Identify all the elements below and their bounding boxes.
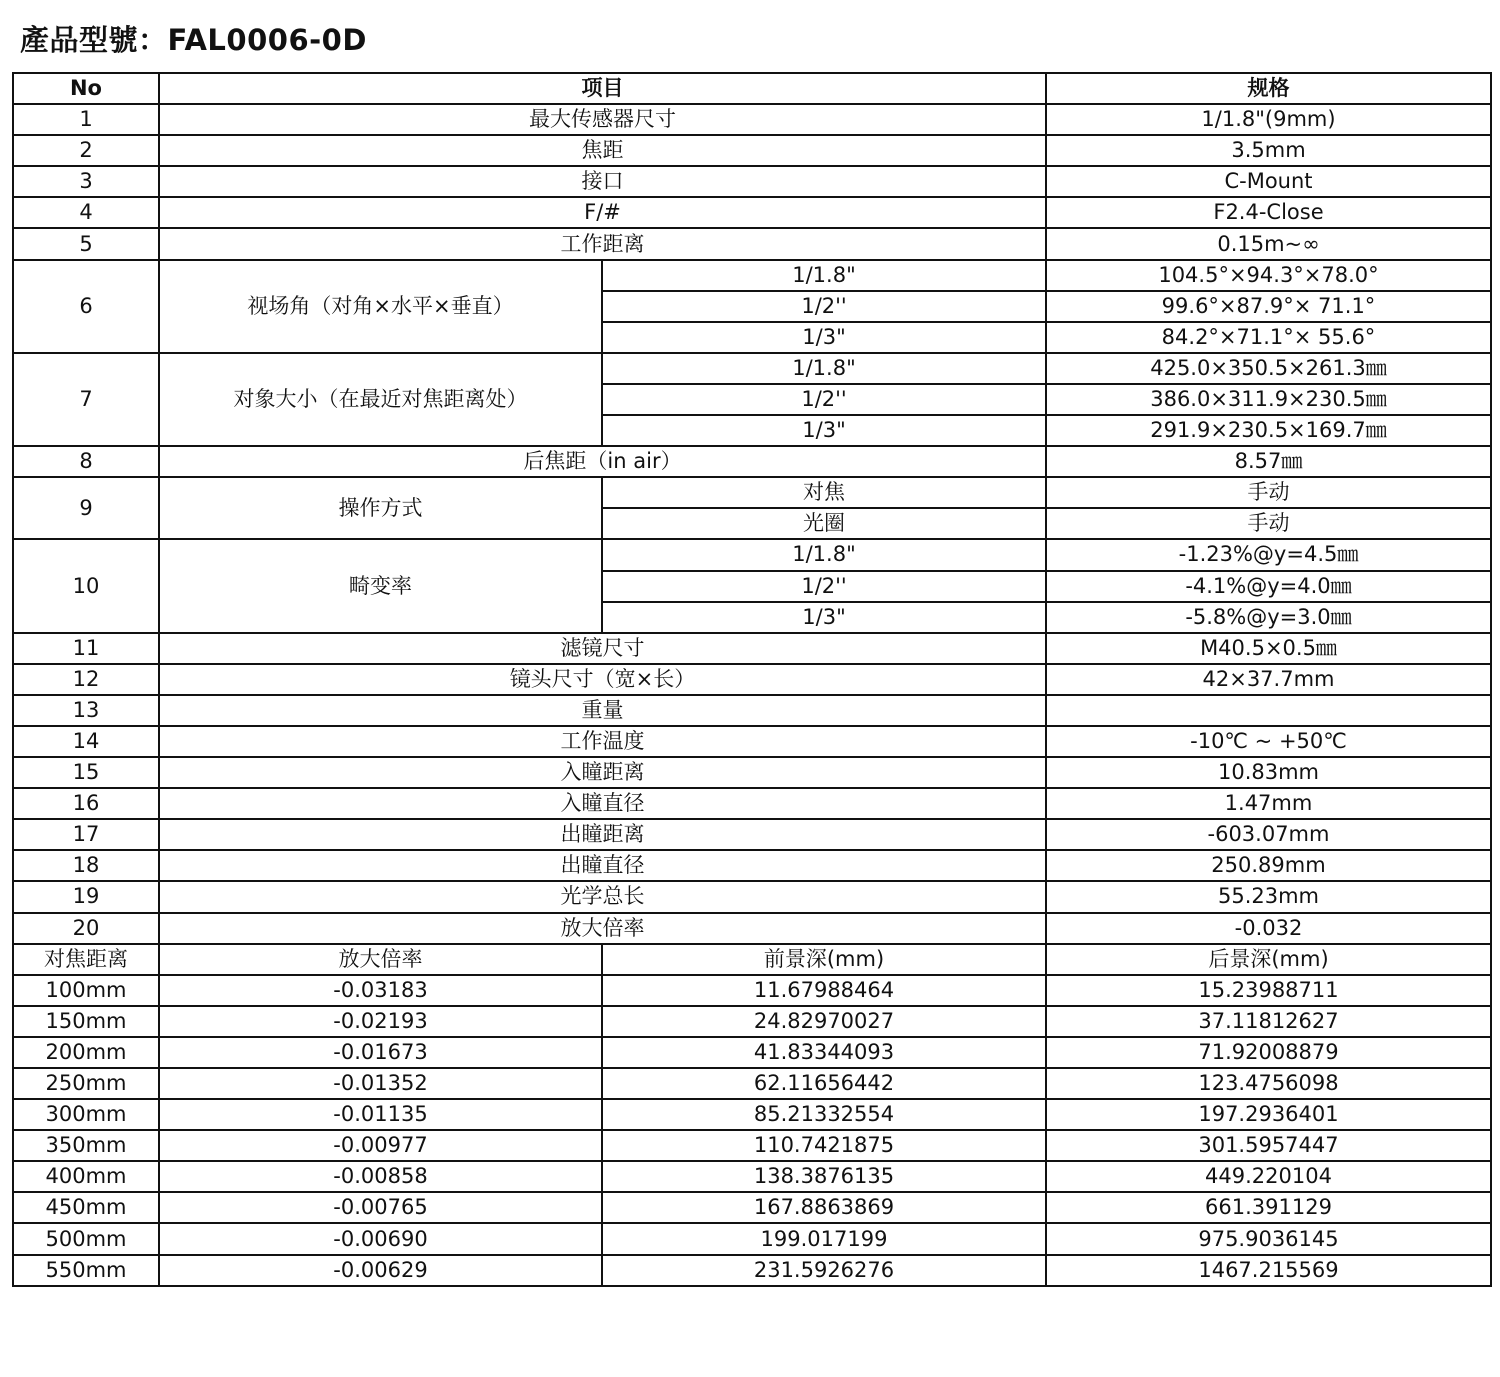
dof-row [13,1068,1491,1099]
dof-row [13,1161,1491,1192]
row-no: 4 [13,197,159,228]
table-row [13,850,1491,881]
row-spec: 8.57㎜ [1046,446,1491,477]
row-spec: 1.47mm [1046,788,1491,819]
dof-cell: 24.82970027 [602,1006,1046,1037]
row-no: 20 [13,913,159,944]
table-row [13,197,1491,228]
row-spec: 84.2°×71.1°× 55.6° [1046,322,1491,353]
dof-cell: -0.00858 [159,1161,602,1192]
dof-cell: 300mm [13,1099,159,1130]
row-spec: -5.8%@y=3.0㎜ [1046,602,1491,633]
table-row [13,166,1491,197]
row-no: 12 [13,664,159,695]
dof-cell: -0.02193 [159,1006,602,1037]
table-header-row [13,73,1491,104]
row-spec: F2.4-Close [1046,197,1491,228]
row-spec: 386.0×311.9×230.5㎜ [1046,384,1491,415]
row-spec: 291.9×230.5×169.7㎜ [1046,415,1491,446]
dof-cell: 550mm [13,1255,159,1286]
dof-cell: 197.2936401 [1046,1099,1491,1130]
row-spec: 手动 [1046,508,1491,539]
row-no: 2 [13,135,159,166]
header-spec: 规格 [1046,73,1491,104]
dof-cell: 150mm [13,1006,159,1037]
dof-header-cell: 放大倍率 [159,944,602,975]
row-no: 15 [13,757,159,788]
row-item: 工作温度 [159,726,1046,757]
row-no: 9 [13,477,159,539]
dof-cell: 1467.215569 [1046,1255,1491,1286]
row-spec: -1.23%@y=4.5㎜ [1046,539,1491,570]
dof-cell: 71.92008879 [1046,1037,1491,1068]
row-spec: 250.89mm [1046,850,1491,881]
dof-header-row [13,944,1491,975]
row-sub-label: 1/2'' [602,571,1046,602]
table-row [13,539,1491,570]
dof-cell: 199.017199 [602,1223,1046,1254]
dof-cell: -0.00629 [159,1255,602,1286]
spec-table [12,72,1492,1287]
row-spec [1046,695,1491,726]
dof-cell: 500mm [13,1223,159,1254]
dof-row [13,1130,1491,1161]
table-row [13,913,1491,944]
dof-cell: 167.8863869 [602,1192,1046,1223]
dof-cell: -0.00765 [159,1192,602,1223]
dof-cell: -0.01135 [159,1099,602,1130]
row-sub-label: 1/3" [602,602,1046,633]
dof-cell: 100mm [13,975,159,1006]
row-item: 畸变率 [159,539,602,632]
row-sub-label: 1/3" [602,322,1046,353]
dof-cell: 85.21332554 [602,1099,1046,1130]
page-title: 產品型號：FAL0006-0D [20,23,367,57]
dof-row [13,1099,1491,1130]
dof-cell: 123.4756098 [1046,1068,1491,1099]
dof-cell: 37.11812627 [1046,1006,1491,1037]
row-no: 8 [13,446,159,477]
dof-cell: 661.391129 [1046,1192,1491,1223]
row-item: 后焦距（in air） [159,446,1046,477]
row-item: 光学总长 [159,881,1046,912]
row-spec: 10.83mm [1046,757,1491,788]
dof-header-cell: 对焦距离 [13,944,159,975]
dof-cell: -0.01352 [159,1068,602,1099]
table-row [13,788,1491,819]
table-row [13,477,1491,508]
row-no: 10 [13,539,159,632]
row-item: 出瞳直径 [159,850,1046,881]
row-no: 13 [13,695,159,726]
row-item: 对象大小（在最近对焦距离处） [159,353,602,446]
dof-header-cell: 后景深(mm) [1046,944,1491,975]
row-sub-label: 光圈 [602,508,1046,539]
row-no: 11 [13,633,159,664]
row-spec: 104.5°×94.3°×78.0° [1046,260,1491,291]
dof-cell: 400mm [13,1161,159,1192]
row-spec: 1/1.8"(9mm) [1046,104,1491,135]
dof-cell: 450mm [13,1192,159,1223]
row-item: 出瞳距离 [159,819,1046,850]
dof-cell: 62.11656442 [602,1068,1046,1099]
dof-cell: 350mm [13,1130,159,1161]
header-item: 项目 [159,73,1046,104]
row-spec: 3.5mm [1046,135,1491,166]
dof-row [13,1223,1491,1254]
row-no: 17 [13,819,159,850]
row-spec: 425.0×350.5×261.3㎜ [1046,353,1491,384]
dof-cell: -0.03183 [159,975,602,1006]
row-no: 7 [13,353,159,446]
dof-cell: 138.3876135 [602,1161,1046,1192]
row-no: 6 [13,260,159,353]
row-spec: C-Mount [1046,166,1491,197]
dof-row [13,1192,1491,1223]
dof-cell: -0.00977 [159,1130,602,1161]
row-item: 镜头尺寸（宽×长） [159,664,1046,695]
row-spec: M40.5×0.5㎜ [1046,633,1491,664]
row-item: 重量 [159,695,1046,726]
row-no: 3 [13,166,159,197]
dof-cell: 301.5957447 [1046,1130,1491,1161]
table-row [13,260,1491,291]
dof-cell: 11.67988464 [602,975,1046,1006]
table-row [13,664,1491,695]
row-item: 接口 [159,166,1046,197]
dof-cell: 250mm [13,1068,159,1099]
row-spec: -4.1%@y=4.0㎜ [1046,571,1491,602]
row-spec: 99.6°×87.9°× 71.1° [1046,291,1491,322]
row-no: 5 [13,228,159,259]
dof-cell: 41.83344093 [602,1037,1046,1068]
row-item: 入瞳距离 [159,757,1046,788]
table-row [13,228,1491,259]
row-spec: 0.15m~∞ [1046,228,1491,259]
row-no: 1 [13,104,159,135]
row-sub-label: 对焦 [602,477,1046,508]
dof-cell: 15.23988711 [1046,975,1491,1006]
table-row [13,881,1491,912]
row-item: 滤镜尺寸 [159,633,1046,664]
dof-row [13,1006,1491,1037]
row-item: 入瞳直径 [159,788,1046,819]
row-spec: 手动 [1046,477,1491,508]
row-item: 最大传感器尺寸 [159,104,1046,135]
table-row [13,819,1491,850]
dof-cell: 231.5926276 [602,1255,1046,1286]
row-spec: -10℃ ~ +50℃ [1046,726,1491,757]
row-sub-label: 1/2'' [602,384,1046,415]
row-no: 18 [13,850,159,881]
dof-row [13,1255,1491,1286]
row-no: 14 [13,726,159,757]
table-row [13,104,1491,135]
dof-cell: 200mm [13,1037,159,1068]
row-item: 视场角（对角×水平×垂直） [159,260,602,353]
row-no: 19 [13,881,159,912]
table-row [13,633,1491,664]
row-item: 操作方式 [159,477,602,539]
dof-cell: 110.7421875 [602,1130,1046,1161]
row-spec: 42×37.7mm [1046,664,1491,695]
dof-cell: -0.01673 [159,1037,602,1068]
header-no: No [13,73,159,104]
row-item: 放大倍率 [159,913,1046,944]
dof-header-cell: 前景深(mm) [602,944,1046,975]
dof-cell: 449.220104 [1046,1161,1491,1192]
row-sub-label: 1/1.8" [602,539,1046,570]
dof-row [13,1037,1491,1068]
row-item: 焦距 [159,135,1046,166]
row-sub-label: 1/1.8" [602,353,1046,384]
row-no: 16 [13,788,159,819]
row-spec: -603.07mm [1046,819,1491,850]
spec-table-body [13,73,1491,1286]
dof-row [13,975,1491,1006]
dof-cell: -0.00690 [159,1223,602,1254]
table-row [13,757,1491,788]
table-row [13,726,1491,757]
row-spec: 55.23mm [1046,881,1491,912]
table-row [13,695,1491,726]
row-sub-label: 1/3" [602,415,1046,446]
row-sub-label: 1/1.8" [602,260,1046,291]
table-row [13,353,1491,384]
row-item: 工作距离 [159,228,1046,259]
row-spec: -0.032 [1046,913,1491,944]
table-row [13,135,1491,166]
dof-cell: 975.9036145 [1046,1223,1491,1254]
row-sub-label: 1/2'' [602,291,1046,322]
table-row [13,446,1491,477]
row-item: F/# [159,197,1046,228]
